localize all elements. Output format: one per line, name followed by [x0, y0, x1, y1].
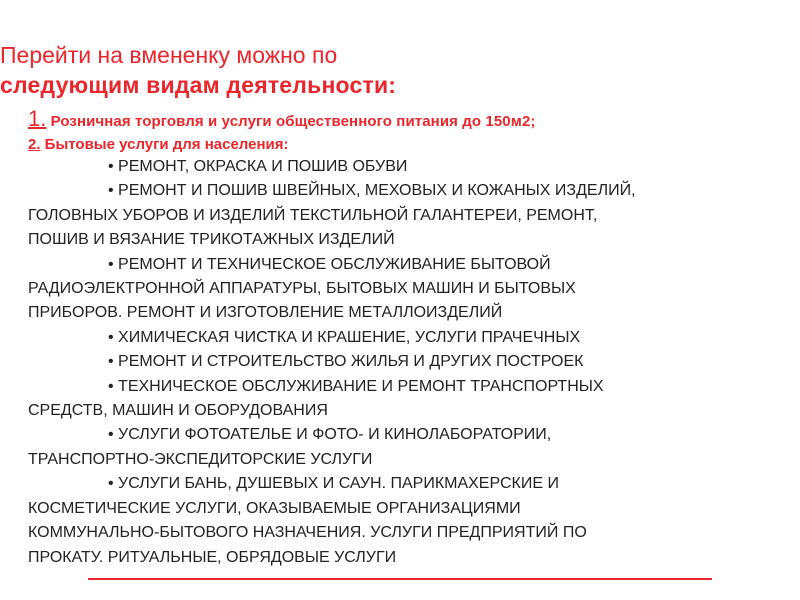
service-bullet-line: • РЕМОНТ И ТЕХНИЧЕСКОЕ ОБСЛУЖИВАНИЕ БЫТОВОЙ — [108, 255, 551, 273]
service-continuation-line: КОСМЕТИЧЕСКИЕ УСЛУГИ, ОКАЗЫВАЕМЫЕ ОРГАНИЗАЦИЯМИ — [28, 499, 521, 517]
service-continuation-line: РАДИОЭЛЕКТРОННОЙ АППАРАТУРЫ, БЫТОВЫХ МАШИН И БЫТОВЫХ — [28, 280, 576, 298]
title-line-2: следующим видам деятельности: — [0, 72, 397, 98]
list-item-retail — [28, 106, 536, 132]
service-bullet-line: • УСЛУГИ БАНЬ, ДУШЕВЫХ И САУН. ПАРИКМАХЕРСКИЕ И — [108, 475, 559, 493]
service-continuation-line: ПОШИВ И ВЯЗАНИЕ ТРИКОТАЖНЫХ ИЗДЕЛИЙ — [28, 231, 395, 249]
service-entry — [28, 179, 738, 252]
list-item-household-services — [28, 136, 289, 153]
service-bullet-line: • РЕМОНТ И ПОШИВ ШВЕЙНЫХ, МЕХОВЫХ И КОЖАНЫХ ИЗДЕЛИЙ, — [108, 182, 636, 200]
service-entry — [28, 326, 738, 350]
service-continuation-line: ТРАНСПОРТНО-ЭКСПЕДИТОРСКИЕ УСЛУГИ — [28, 450, 373, 468]
service-entry — [28, 155, 738, 179]
service-continuation-line: ПРОКАТУ. РИТУАЛЬНЫЕ, ОБРЯДОВЫЕ УСЛУГИ — [28, 548, 397, 566]
service-bullet-line: • РЕМОНТ, ОКРАСКА И ПОШИВ ОБУВИ — [108, 158, 408, 175]
item-number: 1. — [28, 106, 47, 131]
service-continuation-line: ПРИБОРОВ. РЕМОНТ И ИЗГОТОВЛЕНИЕ МЕТАЛЛОИЗДЕЛИЙ — [28, 304, 503, 322]
service-bullet-line: • ХИМИЧЕСКАЯ ЧИСТКА И КРАШЕНИЕ, УСЛУГИ ПРАЧЕЧНЫХ — [108, 328, 581, 346]
bottom-divider — [88, 578, 712, 580]
service-continuation-line: КОММУНАЛЬНО-БЫТОВОГО НАЗНАЧЕНИЯ. УСЛУГИ ПРЕДПРИЯТИЙ ПО — [28, 524, 587, 542]
title-line-1: Перейти на вмененку можно по — [0, 42, 338, 68]
item-text: Бытовые услуги для населения: — [40, 136, 289, 153]
service-bullet-line: • ТЕХНИЧЕСКОЕ ОБСЛУЖИВАНИЕ И РЕМОНТ ТРАНСПОРТНЫХ — [108, 377, 604, 395]
item-number: 2. — [28, 136, 41, 153]
service-bullet-line: • РЕМОНТ И СТРОИТЕЛЬСТВО ЖИЛЬЯ И ДРУГИХ ПОСТРОЕК — [108, 353, 584, 371]
service-continuation-line: СРЕДСТВ, МАШИН И ОБОРУДОВАНИЯ — [28, 402, 328, 420]
service-entry — [28, 253, 738, 326]
services-list — [28, 155, 738, 570]
service-entry — [28, 472, 738, 570]
service-entry — [28, 423, 738, 472]
slide-title — [0, 40, 560, 100]
service-entry — [28, 350, 738, 374]
item-text: Розничная торговля и услуги общественного питания до 150м2; — [46, 113, 536, 130]
service-entry — [28, 375, 738, 424]
service-bullet-line: • УСЛУГИ ФОТОАТЕЛЬЕ И ФОТО- И КИНОЛАБОРАТОРИИ, — [108, 426, 552, 444]
service-continuation-line: ГОЛОВНЫХ УБОРОВ И ИЗДЕЛИЙ ТЕКСТИЛЬНОЙ ГАЛАНТЕРЕИ, РЕМОНТ, — [28, 206, 598, 224]
